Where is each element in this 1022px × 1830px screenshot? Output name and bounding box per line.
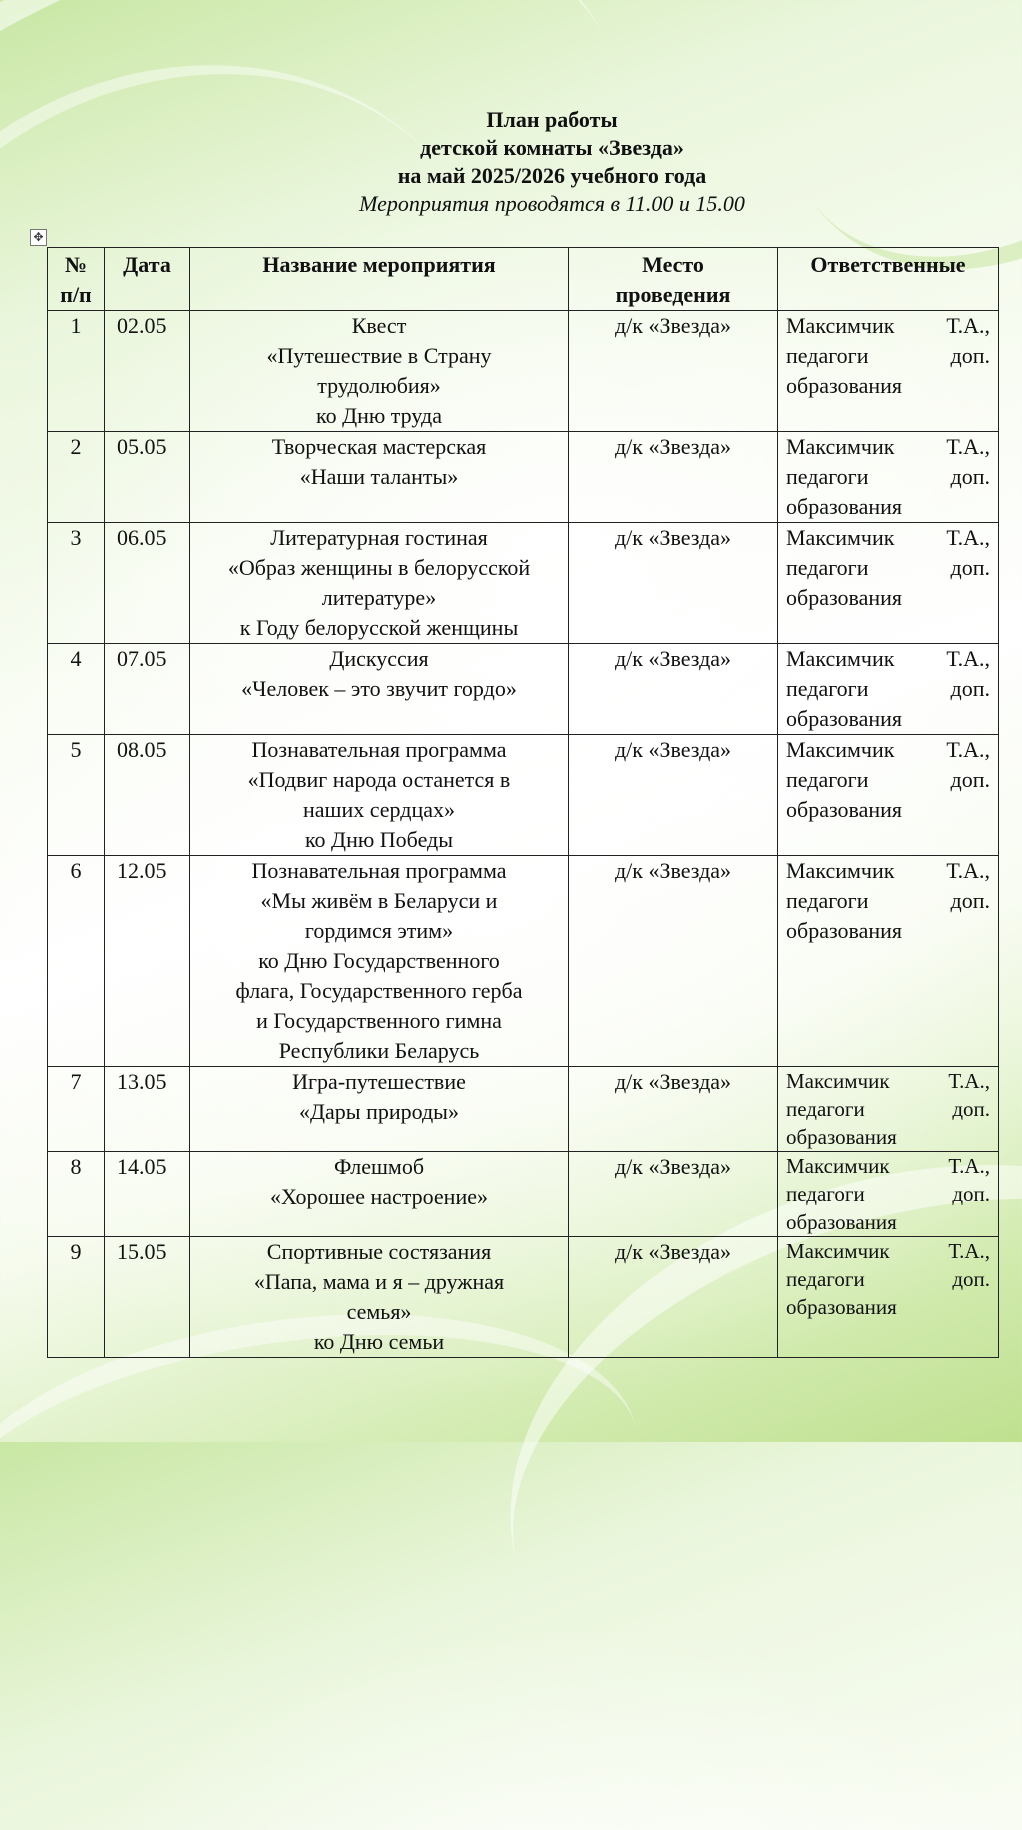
row-num: 7 (48, 1067, 105, 1152)
table-row (48, 1237, 999, 1358)
row-event-name (190, 432, 569, 523)
event-name-line: литературе» (321, 585, 437, 610)
event-name-line: к Году белорусской женщины (239, 615, 519, 640)
row-responsible: Максимчик Т.А., педагоги доп. образования (778, 1067, 999, 1152)
table-row (48, 432, 999, 523)
table-row (48, 1067, 999, 1152)
table-row (48, 644, 999, 735)
row-date: 05.05 (105, 432, 190, 523)
event-name-line: трудолюбия» (317, 373, 441, 398)
event-name-line: ко Дню семьи (313, 1329, 445, 1354)
event-name-line: ко Дню труда (316, 403, 442, 428)
row-event-name (190, 1067, 569, 1152)
row-num: 3 (48, 523, 105, 644)
event-name-line: Квест (351, 313, 407, 338)
event-name-line: «Мы живём в Беларуси и (260, 888, 498, 913)
row-responsible: Максимчик Т.А., педагоги доп. образования (778, 311, 999, 432)
row-responsible: Максимчик Т.А., педагоги доп. образования (778, 856, 999, 1067)
row-num: 1 (48, 311, 105, 432)
row-responsible: Максимчик Т.А., педагоги доп. образования (778, 432, 999, 523)
event-name-line: флага, Государственного герба (235, 978, 523, 1003)
header-responsible: Ответственные (778, 248, 999, 311)
event-name-line: Игра-путешествие (292, 1069, 466, 1094)
row-place: д/к «Звезда» (569, 432, 778, 523)
row-date: 02.05 (105, 311, 190, 432)
event-name-line: Республики Беларусь (278, 1038, 480, 1063)
table-row (48, 1152, 999, 1237)
row-event-name (190, 735, 569, 856)
header-name: Название мероприятия (190, 248, 569, 311)
row-place: д/к «Звезда» (569, 856, 778, 1067)
row-event-name (190, 1237, 569, 1358)
event-name-line: Спортивные состязания (266, 1239, 492, 1264)
event-name-line: Познавательная программа (251, 858, 507, 883)
row-num: 8 (48, 1152, 105, 1237)
event-name-line: «Подвиг народа останется в (247, 767, 511, 792)
events-table (47, 247, 999, 1358)
row-date: 15.05 (105, 1237, 190, 1358)
event-name-line: и Государственного гимна (256, 1008, 502, 1033)
event-name-line: ко Дню Государственного (258, 948, 500, 973)
table-move-handle-icon[interactable]: ✥ (30, 229, 47, 246)
row-event-name (190, 311, 569, 432)
row-place: д/к «Звезда» (569, 1152, 778, 1237)
doc-period: на май 2025/2026 учебного года (397, 163, 707, 188)
table-row (48, 523, 999, 644)
header-place: Место проведения (569, 248, 778, 311)
row-date: 08.05 (105, 735, 190, 856)
row-place: д/к «Звезда» (569, 1067, 778, 1152)
row-responsible: Максимчик Т.А., педагоги доп. образования (778, 523, 999, 644)
header-num: № п/п (48, 248, 105, 311)
event-name-line: Флешмоб (333, 1154, 425, 1179)
row-date: 07.05 (105, 644, 190, 735)
event-name-line: Литературная гостиная (270, 525, 488, 550)
table-row (48, 311, 999, 432)
row-num: 2 (48, 432, 105, 523)
event-name-line: Познавательная программа (251, 737, 507, 762)
row-date: 13.05 (105, 1067, 190, 1152)
doc-subtitle: детской комнаты «Звезда» (420, 135, 684, 160)
row-num: 6 (48, 856, 105, 1067)
row-place: д/к «Звезда» (569, 1237, 778, 1358)
row-place: д/к «Звезда» (569, 735, 778, 856)
event-name-line: ко Дню Победы (304, 827, 454, 852)
table-row (48, 856, 999, 1067)
doc-title: План работы (486, 107, 618, 132)
row-num: 4 (48, 644, 105, 735)
row-place: д/к «Звезда» (569, 644, 778, 735)
event-name-line: «Наши таланты» (299, 464, 459, 489)
doc-schedule-note: Мероприятия проводятся в 11.00 и 15.00 (359, 191, 745, 216)
header-date: Дата (105, 248, 190, 311)
row-event-name (190, 856, 569, 1067)
row-responsible: Максимчик Т.А., педагоги доп. образования (778, 644, 999, 735)
row-event-name (190, 523, 569, 644)
row-date: 12.05 (105, 856, 190, 1067)
row-event-name (190, 1152, 569, 1237)
table-row (48, 735, 999, 856)
row-event-name (190, 644, 569, 735)
event-name-line: «Образ женщины в белорусской (227, 555, 531, 580)
event-name-line: Творческая мастерская (271, 434, 487, 459)
event-name-line: гордимся этим» (304, 918, 454, 943)
row-date: 14.05 (105, 1152, 190, 1237)
event-name-line: «Хорошее настроение» (269, 1184, 488, 1209)
event-name-line: «Путешествие в Страну (266, 343, 492, 368)
row-responsible: Максимчик Т.А., педагоги доп. образования (778, 1237, 999, 1358)
event-name-line: «Дары природы» (299, 1099, 459, 1124)
row-num: 5 (48, 735, 105, 856)
row-responsible: Максимчик Т.А., педагоги доп. образования (778, 1152, 999, 1237)
event-name-line: «Папа, мама и я – дружная (253, 1269, 505, 1294)
row-place: д/к «Звезда» (569, 523, 778, 644)
row-place: д/к «Звезда» (569, 311, 778, 432)
event-name-line: наших сердцах» (303, 797, 455, 822)
row-num: 9 (48, 1237, 105, 1358)
event-name-line: Дискуссия (329, 646, 429, 671)
event-name-line: семья» (346, 1299, 412, 1324)
row-responsible: Максимчик Т.А., педагоги доп. образования (778, 735, 999, 856)
row-date: 06.05 (105, 523, 190, 644)
document-header (0, 106, 1022, 218)
table-header-row (48, 248, 999, 311)
event-name-line: «Человек – это звучит гордо» (241, 676, 517, 701)
